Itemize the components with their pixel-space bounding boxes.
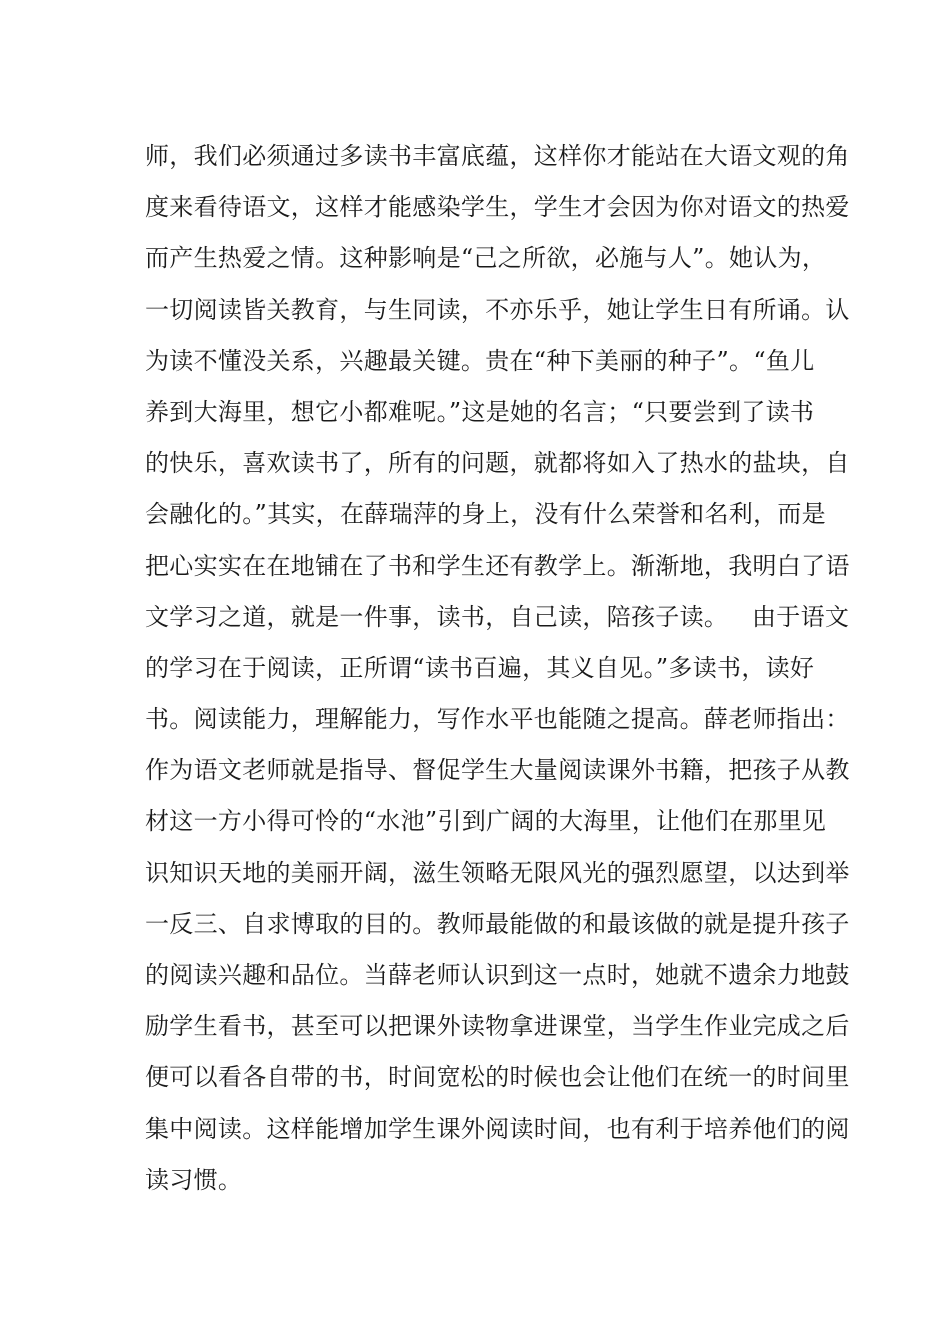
text-line: 作为语文老师就是指导、督促学生大量阅读课外书籍，把孩子从教 [145, 756, 850, 785]
text-line: 度来看待语文，这样才能感染学生，学生才会因为你对语文的热爱 [145, 193, 850, 222]
text-line: 书。阅读能力，理解能力，写作水平也能随之提高。薛老师指出： [145, 705, 850, 734]
text-line: 读习惯。 [145, 1165, 243, 1194]
text-line: 而产生热爱之情。这种影响是“己之所欲，必施与人”。她认为， [145, 244, 827, 273]
body-paragraph [145, 131, 850, 1206]
text-line: 集中阅读。这样能增加学生课外阅读时间，也有利于培养他们的阅 [145, 1114, 850, 1143]
text-line: 为读不懂没关系，兴趣最关键。贵在“种下美丽的种子”。“鱼儿 [145, 346, 815, 375]
text-line: 养到大海里，想它小都难呢。”这是她的名言；“只要尝到了读书 [145, 397, 815, 426]
text-line: 材这一方小得可怜的“水池”引到广阔的大海里，让他们在那里见 [145, 807, 827, 836]
text-line: 的学习在于阅读，正所谓“读书百遍，其义自见。”多读书，读好 [145, 653, 815, 682]
text-line: 文学习之道，就是一件事，读书，自己读，陪孩子读。 由于语文 [145, 602, 850, 631]
text-line: 一反三、自求博取的目的。教师最能做的和最该做的就是提升孩子 [145, 909, 850, 938]
text-line: 的阅读兴趣和品位。当薛老师认识到这一点时，她就不遗余力地鼓 [145, 961, 850, 989]
text-line: 师，我们必须通过多读书丰富底蕴，这样你才能站在大语文观的角 [145, 142, 850, 170]
text-line: 励学生看书，甚至可以把课外读物拿进课堂，当学生作业完成之后 [145, 1012, 850, 1041]
text-line: 一切阅读皆关教育，与生同读，不亦乐乎，她让学生日有所诵。认 [145, 295, 850, 324]
text-line: 的快乐，喜欢读书了，所有的问题，就都将如入了热水的盐块，自 [145, 449, 850, 478]
text-line: 会融化的。”其实，在薛瑞萍的身上，没有什么荣誉和名利，而是 [145, 500, 826, 529]
text-line: 把心实实在在地铺在了书和学生还有教学上。渐渐地，我明白了语 [145, 551, 850, 580]
text-line: 识知识天地的美丽开阔，滋生领略无限风光的强烈愿望，以达到举 [145, 858, 850, 887]
text-line: 便可以看各自带的书，时间宽松的时候也会让他们在统一的时间里 [145, 1063, 850, 1092]
